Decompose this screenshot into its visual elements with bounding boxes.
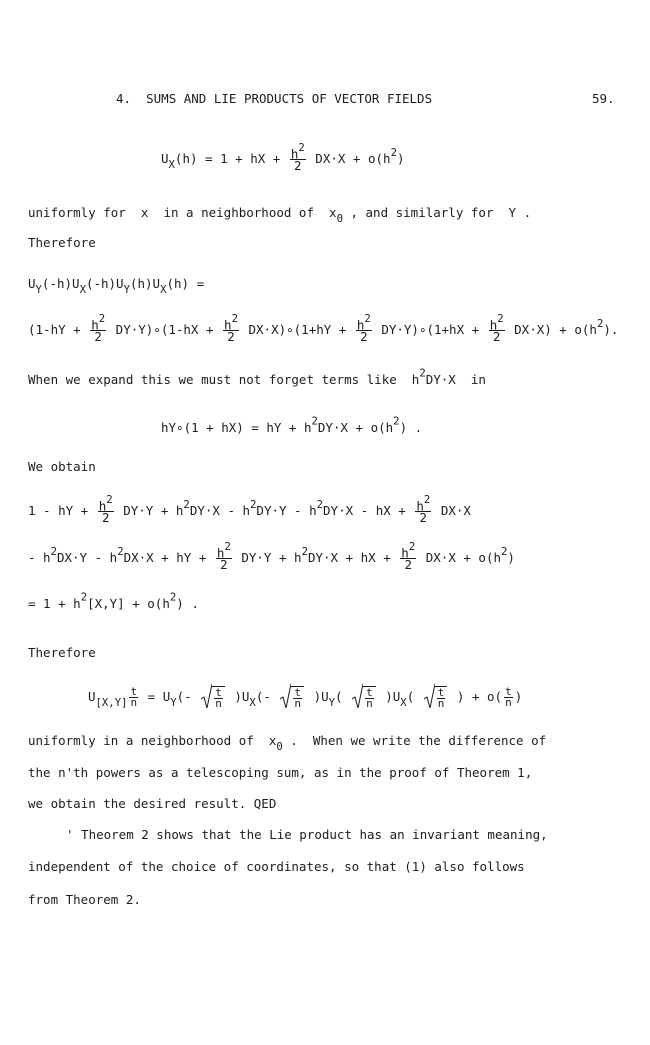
sqrt-t-over-n: $\frac{t}{n}$: [352, 686, 376, 709]
section-number: 4.: [116, 91, 132, 106]
text-line: independent of the choice of coordinates, so that (1) also follows: [28, 859, 525, 874]
equation-obtained-terms-1: 1 - hY + $\frac{h^2}{2}$ $DY\cdot Y + h^2DY\cdot X - h^2DY\cdot Y - h^2DY\cdot X$ - hX + $\frac{h^2}{2}$ DX·X: [28, 493, 471, 526]
sqrt-t-over-n: $\frac{t}{n}$: [280, 686, 304, 709]
equation-four-factor-product: (1-hY + $\frac{h^2}{2}$ DY·Y)∘(1-hX + $\frac{h^2}{2}$ DX·X)∘(1+hY + $\frac{h^2}{2}$ DY·Y)∘(1+hX + $\frac{h^2}{2}$ $DX\cdot X) + o(h^2)$.: [28, 312, 619, 345]
text-line: We obtain: [28, 459, 96, 474]
equation-lie-bracket-result: = $1 + h^2[X,Y] + o(h^2)$ .: [28, 590, 199, 611]
text-line: uniformly in a neighborhood of $x_0$ . When we write the difference of: [28, 733, 547, 753]
text-line: we obtain the desired result. QED: [28, 796, 277, 811]
text-line: from Theorem 2.: [28, 892, 141, 907]
sqrt-t-over-n: $\frac{t}{n}$: [201, 686, 225, 709]
text-line: Therefore: [28, 645, 96, 660]
equation-expansion-example: hY∘(1 + hX) = hY + $h^2DY\cdot X + o(h^2)$ .: [161, 414, 423, 435]
equation-obtained-terms-2: - $h^2DX\cdot Y - h^2DX\cdot X$ + hY + $\frac{h^2}{2}$ $DY\cdot Y + h^2DY\cdot X$ + hX + $\frac{h^2}{2}$ $DX\cdot X + o(h^2)$: [28, 540, 515, 573]
equation-commutator-product: $U_Y(-h)U_X(-h)U_Y(h)U_X(h)$ =: [28, 276, 205, 296]
text-line: Therefore: [28, 235, 96, 250]
text-line: the n'th powers as a telescoping sum, as in the proof of Theorem 1,: [28, 765, 533, 780]
text-line: When we expand this we must not forget terms like $h^2DY\cdot X$ in: [28, 366, 486, 387]
section-title: SUMS AND LIE PRODUCTS OF VECTOR FIELDS: [146, 91, 433, 106]
page-number: 59.: [592, 91, 615, 106]
equation-bracket-flow-approximation: $U_{[X,Y]}$ $\frac{t}{n}$ = $U_Y(-$ $\frac{t}{n}$ )$U_X(-$ $\frac{t}{n}$ )$U_Y$( $\frac{t}{n}$ )$U_X$( $\frac{t}{n}$ ) + o( $\frac{t}{n}$ ): [88, 685, 523, 710]
sqrt-t-over-n: $\frac{t}{n}$: [424, 686, 448, 709]
fraction-h2-over-2: $\frac{h^2}{2}$: [290, 141, 305, 174]
equation-ux-expansion: $U_X(h) = 1$ + hX + $\frac{h^2}{2}$ $DX\cdot X + o(h^2)$: [161, 141, 405, 174]
text-line: ' Theorem 2 shows that the Lie product has an invariant meaning,: [66, 827, 548, 842]
text-line: uniformly for x in a neighborhood of $x_0$ , and similarly for Y .: [28, 205, 532, 225]
running-header: [116, 91, 432, 107]
